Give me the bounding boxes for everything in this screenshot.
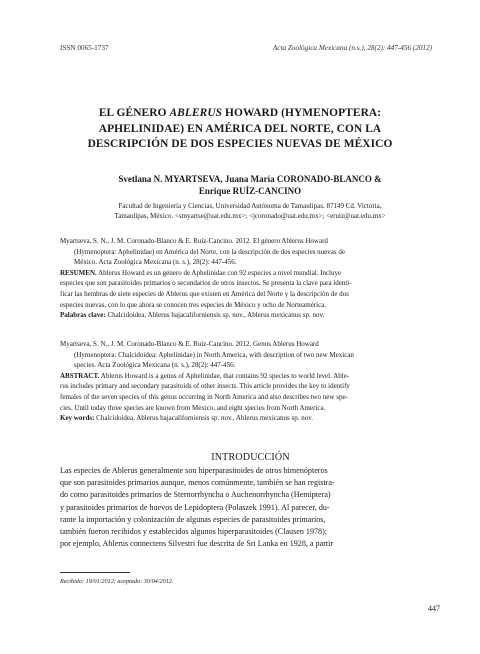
resumen-line-2: especies que son parasitoides primarios o secundarios de otros insectos. Se presenta la clave para identi- <box>60 279 352 288</box>
abstract-line-3: females of the seven species of this genus occurring in North America and also describes two new spe- <box>60 392 348 401</box>
citation-en-line-3: species. Acta Zoológica Mexicana (n. s.), 28(2): 447-456. <box>74 361 236 370</box>
intro-line-6: también fueron recibidos y establecidos algunos hiperparasitoides (Clausen 1978); <box>60 527 328 537</box>
authors-line-2: Enrique RUÍZ-CANCINO <box>198 186 302 196</box>
resumen-line-1: RESUMEN. Ablerus Howard es un género de Aphelinidae con 92 especies a nivel mundial. Incluye <box>60 268 342 277</box>
spanish-summary <box>60 236 441 321</box>
footnote-divider <box>60 572 130 573</box>
received-accepted-note: Recibido: 19/01/2012; aceptado: 30/04/2012. <box>60 578 174 585</box>
title-line-3: DESCRIPCIÓN DE DOS ESPECIES NUEVAS DE MÉXICO <box>87 138 393 150</box>
abstract-label: ABSTRACT. <box>60 371 100 380</box>
resumen-label: RESUMEN. <box>60 268 97 277</box>
key-words-label: Key words: <box>60 414 95 423</box>
citation-es-line-2: (Hymenoptera: Aphelinidae) en América del Norte, con la descripción de dos especies nuevas de <box>74 247 345 256</box>
section-heading: INTRODUCCIÓN <box>211 452 290 463</box>
citation-en-line-2: (Hymenoptera: Chalcidoidea: Aphelinidae) in North America, with description of two new Mexican <box>74 350 354 359</box>
issn: ISSN 0065-1737 <box>60 44 109 52</box>
intro-line-4: y parasitoides primarios de huevos de Lepidoptera (Polaszek 1991). Al parecer, du- <box>60 502 330 512</box>
citation-es-line-1: Myartseva, S. N., J. M. Coronado-Blanco & E. Ruíz-Cancino. 2012. El género Ablerus Howard <box>60 237 328 245</box>
author-list <box>60 173 440 197</box>
citation-en-line-1: Myartseva, S. N., J. M. Coronado-Blanco & E. Ruíz-Cancino. 2012. Genus Ablerus Howard <box>60 340 319 348</box>
article-title <box>40 106 440 153</box>
introduction-body <box>60 465 441 550</box>
key-words: Key words: Chalcidoidea, Ablerus bajacaliforniensis sp. nov., Ablerus mexicanus sp. nov. <box>60 414 313 423</box>
running-header <box>60 44 432 52</box>
intro-line-2: que son parasitoides primarios aunque, menos comúnmente, también se han registra- <box>60 478 335 488</box>
affiliation-line-2: Tamaulipas, México. <smyartse@uat.edu.mx>; <jcoronado@uat.edu.mx>; <eruiz@uat.edu.mx> <box>114 212 386 220</box>
journal-citation: Acta Zoológica Mexicana (n.s.), 28(2): 447-456 (2012) <box>272 44 432 52</box>
palabras-clave-label: Palabras clave: <box>60 311 106 320</box>
citation-es-line-3: México. Acta Zoológica Mexicana (n. s.), 28(2): 447-456. <box>74 258 237 267</box>
page-number: 447 <box>428 604 440 613</box>
title-line-2: APHELINIDAE) EN AMÉRICA DEL NORTE, CON LA <box>98 122 382 135</box>
title-line-1: EL GÉNERO ABLERUS HOWARD (HYMENOPTERA: <box>98 107 382 119</box>
resumen-line-3: ficar las hembras de siete especies de Ablerus que existen en América del Norte y la descripción de dos <box>60 289 349 298</box>
affiliation-line-1: Facultad de Ingeniería y Ciencias, Universidad Autónoma de Tamaulipas. 87149 Cd. Victoria, <box>118 202 382 210</box>
abstract-line-1: ABSTRACT. Ablerus Howard is a genus of Aphelinidae, that contains 92 species to world level. Able- <box>60 371 350 380</box>
resumen-line-4: especies nuevas, con lo que ahora se conocen tres especies de México y ocho de Norteamérica. <box>60 300 327 309</box>
affiliation <box>60 201 440 221</box>
intro-line-7: por ejemplo, Ablerus connectens Silvestri fue descrita de Sri Lanka en 1928, a partir <box>60 539 334 549</box>
abstract-line-4: cies. Until today three species are known from Mexico, and eight species from North America. <box>60 403 326 412</box>
authors-line-1: Svetlana N. MYARTSEVA, Juana María CORONADO-BLANCO & <box>118 174 382 184</box>
intro-line-5: rante la importación y colonización de algunas especies de parasitoides primarios, <box>60 514 326 524</box>
abstract-line-2: rus includes primary and secondary parasitoids of other insects. This article provides the key to identify <box>60 382 350 391</box>
intro-line-3: do como parasitoides primarios de Sternorrhyncha o Auchenorrhyncha (Hemiptera) <box>60 490 331 500</box>
english-summary <box>60 339 441 424</box>
palabras-clave: Palabras clave: Chalcidoidea, Ablerus bajacaliforniensis sp. nov., Ablerus mexicanus sp. nov. <box>60 311 325 320</box>
intro-line-1: Las especies de Ablerus generalmente son hiperparasitoides de otros himenópteros <box>60 466 328 475</box>
